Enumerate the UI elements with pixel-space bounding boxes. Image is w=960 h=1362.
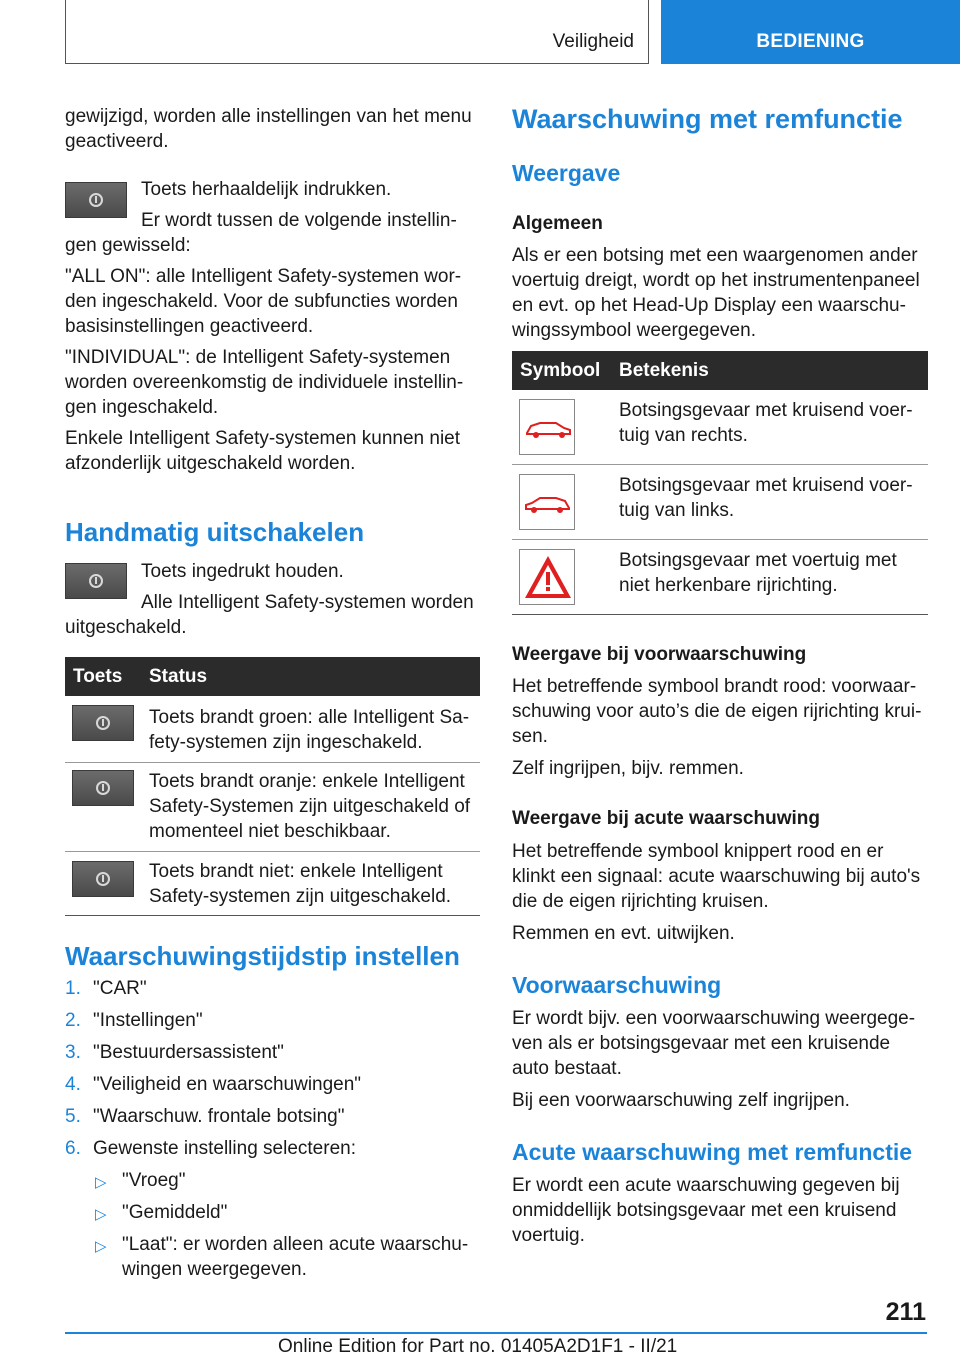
table-row: Toets brandt oranje: enkele Intelligent Safety-Systemen zijn uitgeschakeld of momenteel niet beschikbaar. xyxy=(149,771,471,842)
button-green-icon xyxy=(72,705,134,741)
status-table-header: Toets Status xyxy=(65,657,480,696)
symbol-table-header: Symbool Betekenis xyxy=(512,351,928,390)
heading-brake-warning: Waarschuwing met remfunctie xyxy=(512,104,903,134)
divider xyxy=(512,614,928,615)
warning-triangle-icon xyxy=(519,549,575,605)
option-item: "Vroeg" xyxy=(122,1170,186,1191)
divider xyxy=(65,762,480,763)
heading-pre-warning-display: Weergave bij voorwaarschuwing xyxy=(512,644,807,665)
option-item: "Laat": er worden alleen acute waarschu-wingen weergegeven. xyxy=(122,1234,469,1280)
heading-display: Weergave xyxy=(512,160,621,186)
step-item: Gewenste instelling selecteren: xyxy=(93,1138,356,1159)
edition-text: Online Edition for Part no. 01405A2D1F1 - II/21 xyxy=(278,1336,678,1357)
switched-off-text: uitgeschakeld. xyxy=(65,617,187,638)
acute-brake-paragraph: Er wordt een acute waarschuwing gegeven bij onmiddellijk botsingsgevaar met een kruisend voertuig. xyxy=(512,1175,900,1246)
triangle-bullet-icon: ▷ xyxy=(95,1174,107,1191)
table-row: Botsingsgevaar met voertuig met niet herkenbare rijrichting. xyxy=(619,550,897,596)
step-number: 5. xyxy=(65,1106,81,1127)
option-item: "Gemiddeld" xyxy=(122,1202,228,1223)
table-row: Toets brandt niet: enkele Intelligent Safety-systemen zijn uitgeschakeld. xyxy=(149,861,452,907)
heading-manual-off: Handmatig uitschakelen xyxy=(65,517,365,547)
pre-warning-section: Er wordt bijv. een voorwaarschuwing weergege-ven als er botsingsgevaar met een kruisende auto bestaat. Bij een voorwaarschuwing zelf ingrijpen. xyxy=(512,1008,916,1111)
triangle-bullet-icon: ▷ xyxy=(95,1206,107,1223)
step-item: "Waarschuw. frontale botsing" xyxy=(93,1106,345,1127)
table-row: Toets brandt groen: alle Intelligent Sa-fety-systemen zijn ingeschakeld. xyxy=(149,707,470,753)
hold-press: Toets ingedrukt houden. Alle Intelligent Safety-systemen worden xyxy=(141,561,474,613)
page-number: 211 xyxy=(885,1298,926,1326)
pre-warning-text: Het betreffende symbool brandt rood: voorwaar-schuwing voor auto’s die de eigen rijrichting krui-sen. Zelf ingrijpen, bijv. remmen. xyxy=(512,676,922,779)
heading-acute-brake: Acute waarschuwing met remfunctie xyxy=(512,1139,913,1165)
all-on-paragraph: "ALL ON": alle Intelligent Safety-systemen wor-den ingeschakeld. Voor de subfuncties worden basisinstellingen geactiveerd. xyxy=(65,266,462,337)
triangle-bullet-icon: ▷ xyxy=(95,1238,107,1255)
header-box xyxy=(65,0,649,64)
car-right-icon xyxy=(519,399,575,455)
button-off-icon xyxy=(72,861,134,897)
step-number: 3. xyxy=(65,1042,81,1063)
individual-paragraph: "INDIVIDUAL": de Intelligent Safety-systemen worden overeenkomstig de individuele instellin-gen ingeschakeld. xyxy=(65,347,464,418)
heading-pre-warning: Voorwaarschuwing xyxy=(512,972,722,998)
divider xyxy=(512,464,928,465)
step-item: "Instellingen" xyxy=(93,1010,203,1031)
step-item: "CAR" xyxy=(93,978,147,999)
left-settings-text: gen gewisseld: "ALL ON": alle Intelligent Safety-systemen wor-den ingeschakeld. Voor de subfuncties worden basisinstellingen geactiveerd. "INDIVIDUAL": de Intelligent Safety-systemen worden overeenkomstig de individuele instellin-gen ingeschakeld. Enkele Intelligent Safety-systemen kunnen niet afzonderlijk uitgeschakeld worden. xyxy=(65,233,480,476)
step-number: 4. xyxy=(65,1074,81,1095)
heading-general: Algemeen xyxy=(512,213,603,234)
step-number: 1. xyxy=(65,978,81,999)
table-row: Botsingsgevaar met kruisend voer-tuig van rechts. xyxy=(619,400,913,446)
car-left-icon xyxy=(519,474,575,530)
safety-button-icon xyxy=(65,563,127,599)
step-item: "Bestuurdersassistent" xyxy=(93,1042,284,1063)
press-repeat: Toets herhaaldelijk indrukken. Er wordt tussen de volgende instellin- xyxy=(141,179,457,231)
left-intro xyxy=(65,104,480,154)
chapter-tab-label: BEDIENING xyxy=(756,31,865,52)
button-orange-icon xyxy=(72,770,134,806)
step-number: 6. xyxy=(65,1138,81,1159)
chapter-tab[interactable] xyxy=(661,0,960,64)
divider xyxy=(512,539,928,540)
acute-warning-text: Het betreffende symbool knippert rood en er klinkt een signaal: acute waarschuwing bij auto's die de eigen rijrichting kruisen. Remmen en evt. uitwijken. xyxy=(512,841,921,944)
heading-warning-time: Waarschuwingstijdstip instellen xyxy=(65,941,460,971)
step-number: 2. xyxy=(65,1010,81,1031)
general-paragraph: Als er een botsing met een waargenomen ander voertuig dreigt, wordt op het instrumentenpaneel en evt. op het Head-Up Display een waarschu-wingssymbool weergegeven. xyxy=(512,245,920,341)
section-title: Veiligheid xyxy=(552,31,634,52)
divider xyxy=(65,851,480,852)
step-item: "Veiligheid en waarschuwingen" xyxy=(93,1074,362,1095)
safety-button-icon xyxy=(65,182,127,218)
intro-paragraph: gewijzigd, worden alle instellingen van het menu geactiveerd. xyxy=(65,106,472,152)
heading-acute-warning-display: Weergave bij acute waarschuwing xyxy=(512,808,820,829)
table-row: Botsingsgevaar met kruisend voer-tuig van links. xyxy=(619,475,913,521)
not-switchable-paragraph: Enkele Intelligent Safety-systemen kunnen niet afzonderlijk uitgeschakeld worden. xyxy=(65,428,461,474)
divider xyxy=(65,915,480,916)
